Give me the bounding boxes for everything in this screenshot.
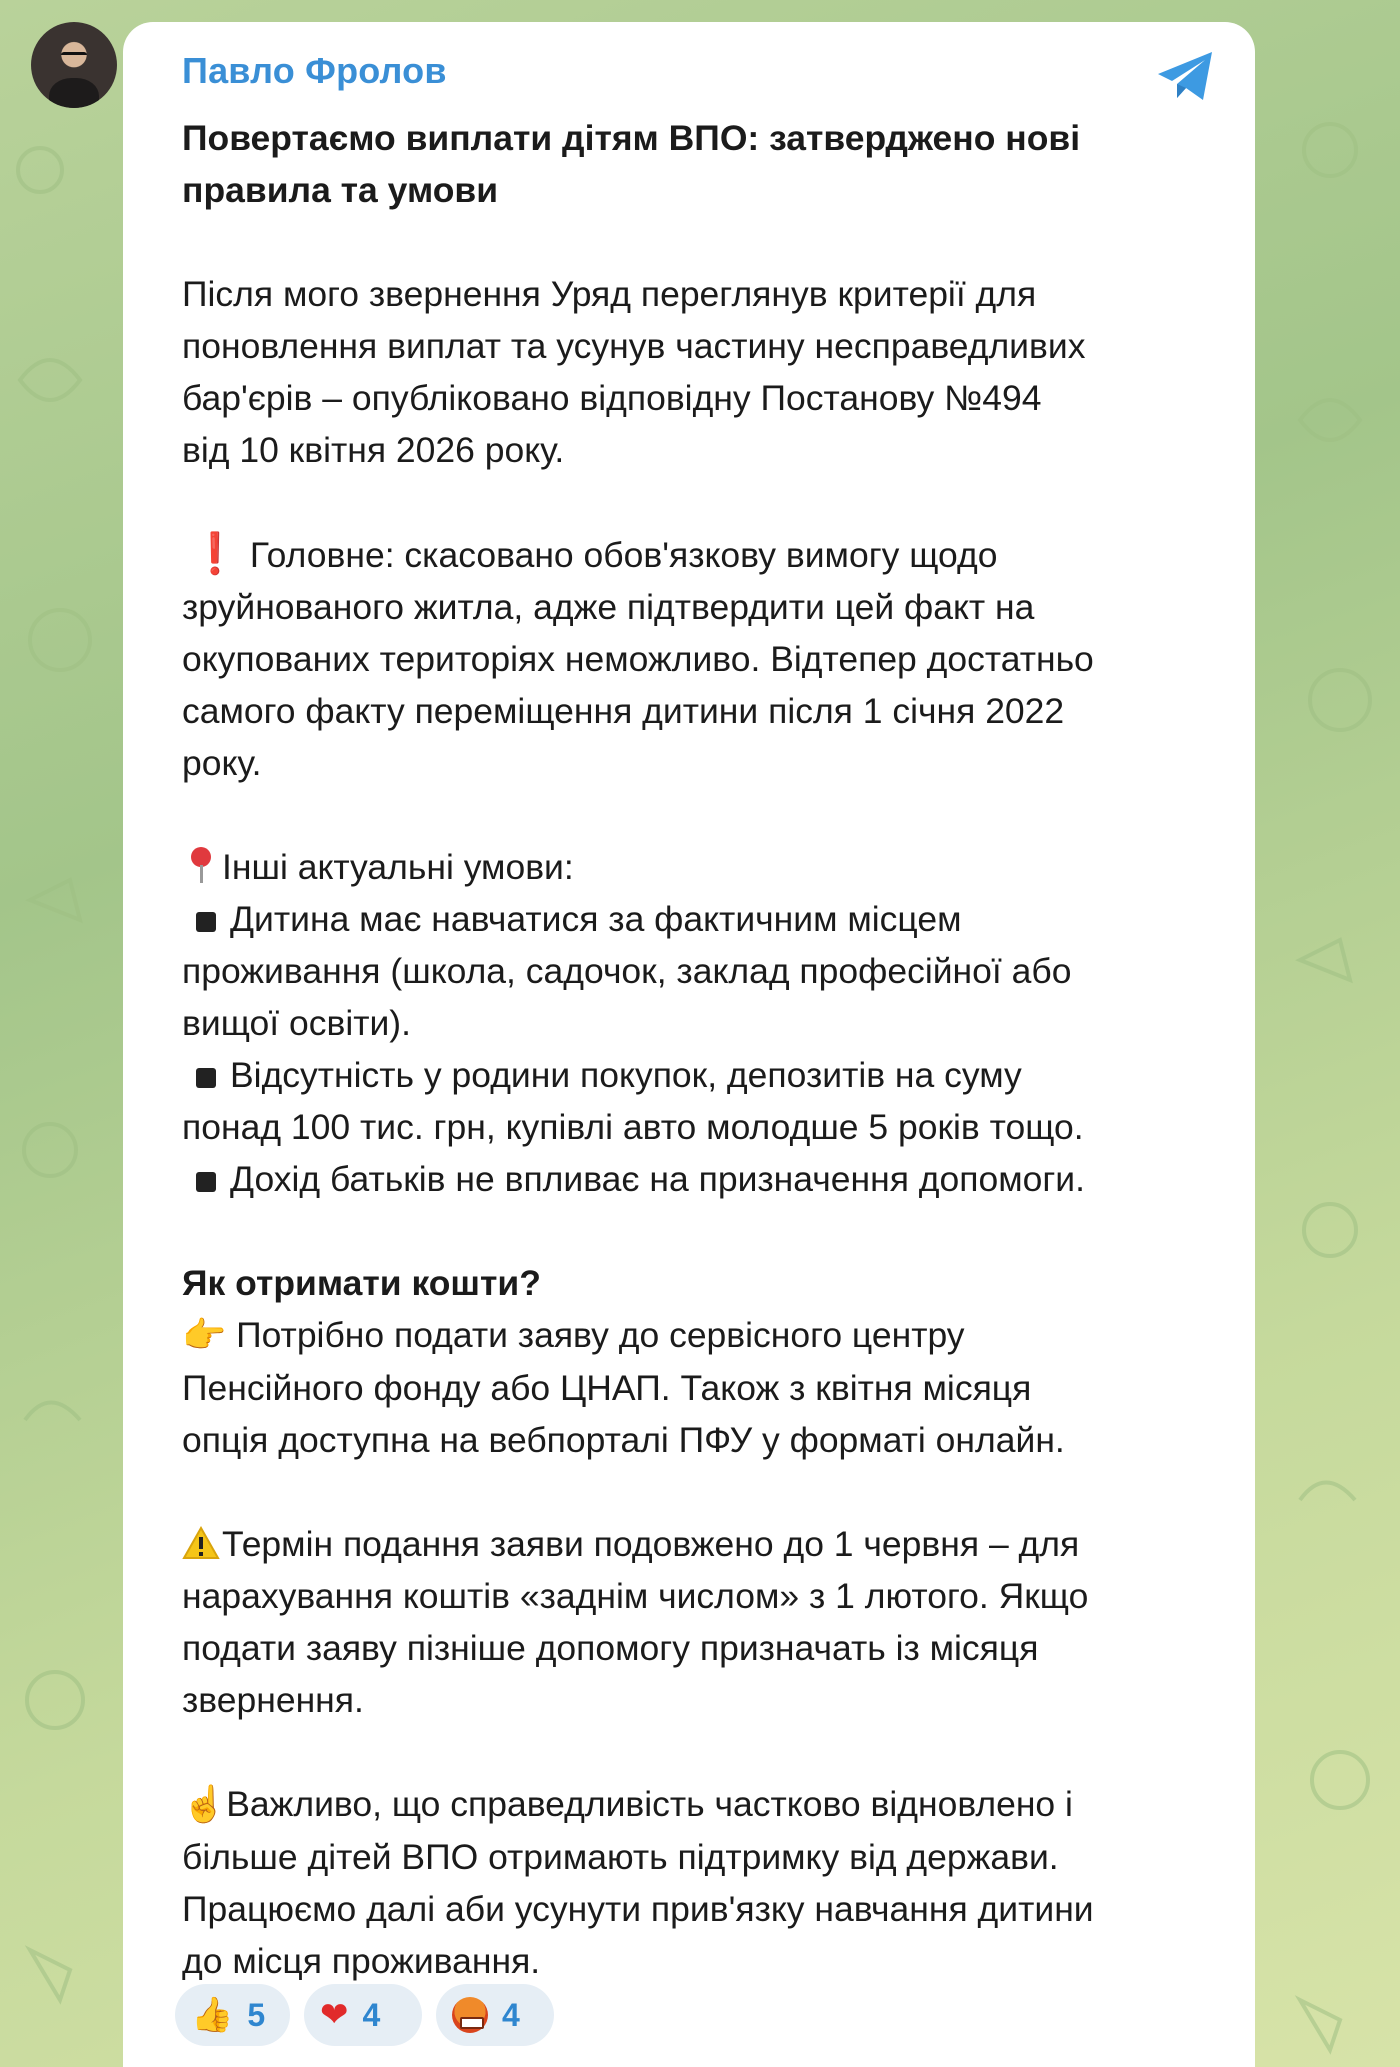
heart-icon: ❤ — [320, 1996, 349, 2034]
main-line: року. — [182, 743, 262, 783]
deadline-line: подати заяву пізніше допомогу призначать із місяця — [182, 1628, 1039, 1668]
how-line: Пенсійного фонду або ЦНАП. Також з квітня місяця — [182, 1368, 1032, 1408]
condition-line: понад 100 тис. грн, купівлі авто молодше 5 років тощо. — [182, 1107, 1084, 1147]
how-heading: Як отримати кошти? — [182, 1263, 541, 1303]
reaction-count: 5 — [247, 1996, 266, 2033]
important-line: Важливо, що справедливість частково відновлено і — [226, 1784, 1073, 1824]
post-title-line: Повертаємо виплати дітям ВПО: затверджено нові — [182, 118, 1081, 158]
important-line: більше дітей ВПО отримають підтримку від держави. — [182, 1837, 1059, 1877]
intro-line: від 10 квітня 2026 року. — [182, 430, 565, 470]
reaction-thumbs-up[interactable] — [175, 1984, 290, 2046]
main-line: окупованих територіях неможливо. Відтепер достатньо — [182, 639, 1094, 679]
condition-line: Дитина має навчатися за фактичним місцем — [230, 899, 962, 939]
thumbs-up-icon: 👍 — [191, 1995, 234, 2035]
important-line: Працюємо далі аби усунути прив'язку навчання дитини — [182, 1889, 1094, 1929]
reaction-angry[interactable] — [436, 1984, 554, 2046]
how-line: опція доступна на вебпорталі ПФУ у форматі онлайн. — [182, 1420, 1065, 1460]
deadline-line: звернення. — [182, 1680, 364, 1720]
condition-line: проживання (школа, садочок, заклад професійної або — [182, 951, 1072, 991]
index-pointing-up-icon: ☝️ — [182, 1784, 227, 1825]
how-line: Потрібно подати заяву до сервісного центру — [236, 1315, 965, 1355]
bullet-icon — [196, 912, 216, 932]
bullet-icon — [196, 1068, 216, 1088]
message-text — [182, 112, 1222, 1987]
post-title-line: правила та умови — [182, 170, 499, 210]
other-heading: Інші актуальні умови: — [222, 847, 574, 887]
pointing-right-icon: 👉 — [182, 1315, 227, 1356]
bullet-icon — [196, 1172, 216, 1192]
main-line: Головне: скасовано обов'язкову вимогу щодо — [249, 535, 998, 575]
reactions-bar — [175, 1984, 554, 2046]
main-line: зруйнованого житла, адже підтвердити цей факт на — [182, 587, 1035, 627]
condition-line: вищої освіти). — [182, 1003, 411, 1043]
reaction-count: 4 — [362, 1996, 381, 2033]
condition-line: Дохід батьків не впливає на призначення допомоги. — [230, 1159, 1085, 1199]
reaction-count: 4 — [502, 1996, 520, 2033]
angry-face-icon — [452, 1997, 488, 2033]
main-line: самого факту переміщення дитини після 1 січня 2022 — [182, 691, 1065, 731]
important-line: до місця проживання. — [182, 1941, 541, 1981]
deadline-line: нарахування коштів «заднім числом» з 1 лютого. Якщо — [182, 1576, 1089, 1616]
condition-line: Відсутність у родини покупок, депозитів на суму — [230, 1055, 1022, 1095]
intro-line: бар'єрів – опубліковано відповідну Постанову №494 — [182, 378, 1042, 418]
telegram-icon[interactable] — [1155, 48, 1217, 104]
intro-line: поновлення виплат та усунув частину несправедливих — [182, 326, 1086, 366]
avatar[interactable] — [31, 22, 117, 108]
pin-icon — [188, 847, 214, 885]
warning-icon — [182, 1526, 220, 1560]
intro-line: Після мого звернення Уряд переглянув критерії для — [182, 274, 1037, 314]
exclamation-icon: ❗ — [190, 532, 240, 576]
deadline-line: Термін подання заяви подовжено до 1 червня – для — [222, 1524, 1080, 1564]
author-name[interactable]: Павло Фролов — [182, 50, 447, 91]
reaction-heart[interactable] — [304, 1984, 422, 2046]
